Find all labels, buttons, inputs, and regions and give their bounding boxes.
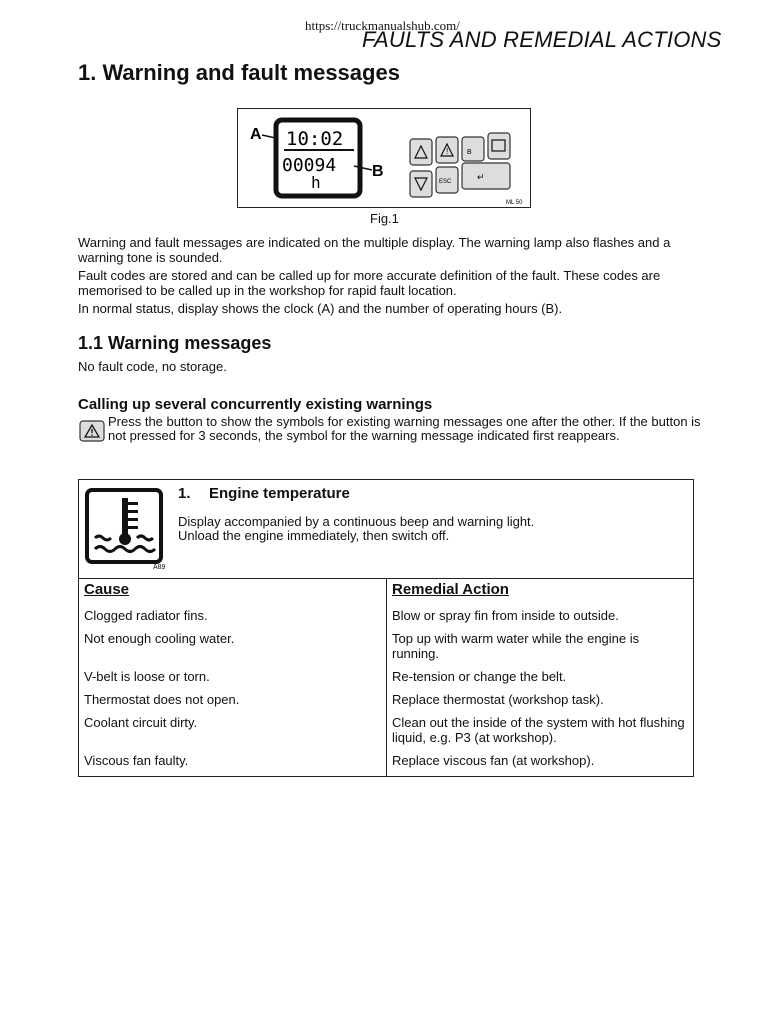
action-cell: Top up with warm water while the engine is running. <box>392 631 640 661</box>
display-illustration <box>238 109 530 207</box>
cause-cell: Clogged radiator fins. <box>84 608 208 623</box>
warning-card <box>78 479 694 777</box>
cause-cell: Viscous fan faulty. <box>84 753 189 768</box>
display-figure <box>237 108 531 208</box>
cause-cell: Not enough cooling water. <box>84 631 235 646</box>
icon-code: A89 <box>153 564 166 571</box>
warning-button-icon <box>79 420 105 442</box>
engine-temperature-icon <box>85 488 163 564</box>
cause-cell: Coolant circuit dirty. <box>84 715 198 730</box>
svg-text:ESC: ESC <box>439 179 452 185</box>
remedial-action-header: Remedial Action <box>392 581 509 598</box>
subsection-heading: 1.1 Warning messages <box>78 333 272 353</box>
svg-text:↵: ↵ <box>477 172 485 182</box>
hours-readout: 00094 <box>282 155 337 176</box>
action-cell: Clean out the inside of the system with hot flushing liquid, e.g. P3 (at workshop). <box>392 715 685 745</box>
paragraph-3: In normal status, display shows the clock (A) and the number of operating hours (B). <box>78 301 563 316</box>
figure-ref: ML 50 <box>506 200 523 206</box>
section-heading: 1. Warning and fault messages <box>78 60 400 85</box>
warning-number: 1. <box>178 485 191 502</box>
warning-description-line-1: Display accompanied by a continuous beep and warning light. <box>178 514 535 529</box>
label-a: A <box>250 126 262 143</box>
figure-caption: Fig.1 <box>370 211 399 226</box>
action-cell: Replace viscous fan (at workshop). <box>392 753 595 768</box>
hours-unit: h <box>311 173 321 192</box>
warnings-subheading: Calling up several concurrently existing warnings <box>78 396 433 413</box>
warning-title: Engine temperature <box>209 485 350 502</box>
warning-description <box>178 515 678 543</box>
cause-header: Cause <box>84 581 130 598</box>
action-cell: Replace thermostat (workshop task). <box>392 692 604 707</box>
warnings-instruction: Press the button to show the symbols for existing warning messages one after the other. If the button is not pressed for 3 seconds, the symbol for the warning message indicated first reappears. <box>108 414 701 443</box>
svg-text:!: ! <box>446 147 449 156</box>
cause-cell: V-belt is loose or torn. <box>84 669 210 684</box>
cause-cell: Thermostat does not open. <box>84 692 240 707</box>
paragraph-1: Warning and fault messages are indicated on the multiple display. The warning lamp also flashes and a warning tone is sounded. <box>78 235 671 265</box>
svg-text:B: B <box>467 149 472 156</box>
action-cell: Re-tension or change the belt. <box>392 669 567 684</box>
action-cell: Blow or spray fin from inside to outside. <box>392 608 619 623</box>
warning-description-line-2: Unload the engine immediately, then switch off. <box>178 528 450 543</box>
paragraph-2: Fault codes are stored and can be called up for more accurate definition of the fault. These codes are memorised to be called up in the workshop for rapid fault location. <box>78 268 661 298</box>
page-header-title: FAULTS AND REMEDIAL ACTIONS <box>362 27 722 52</box>
button-pad <box>410 133 510 197</box>
subsection-text: No fault code, no storage. <box>78 359 227 374</box>
clock-readout: 10:02 <box>286 128 344 150</box>
source-url[interactable]: https://truckmanualshub.com/ <box>305 18 460 33</box>
label-b: B <box>372 163 384 180</box>
